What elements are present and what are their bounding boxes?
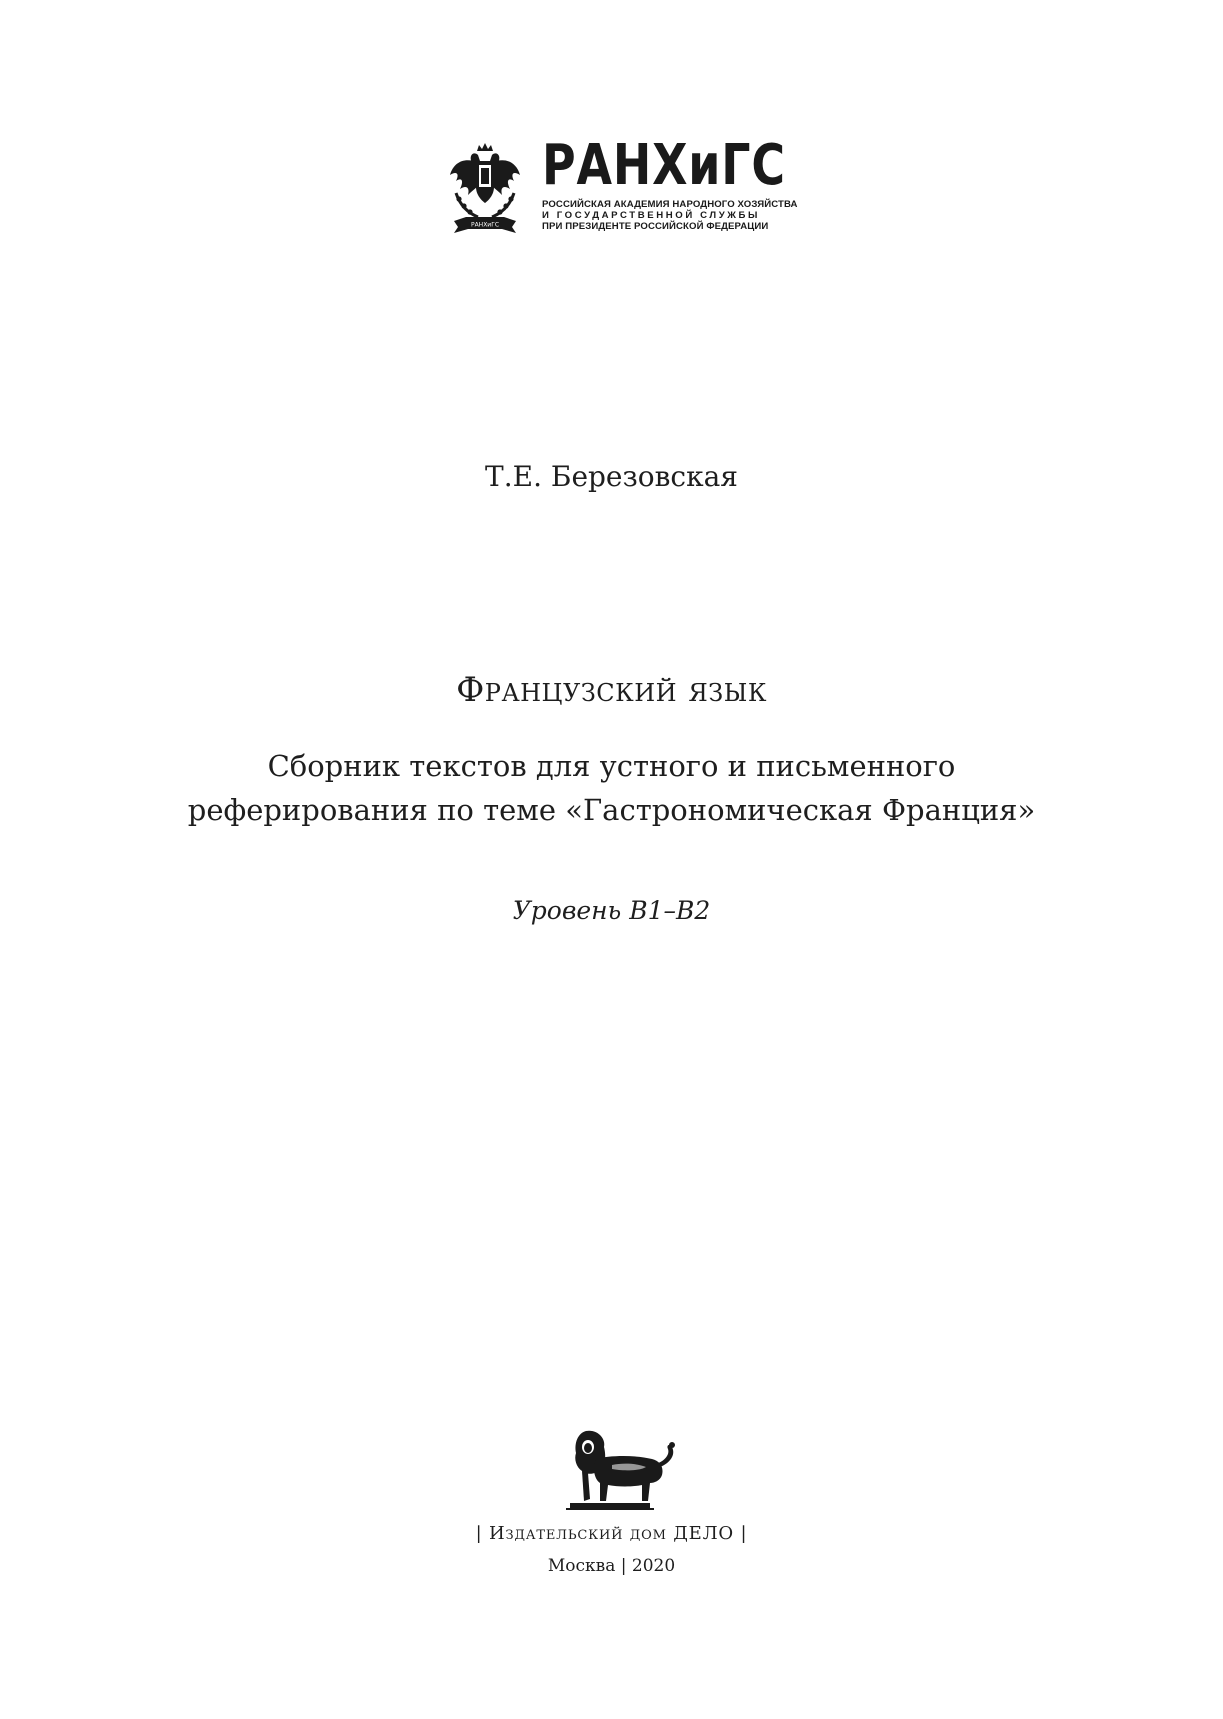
book-subtitle-line: реферирования по теме «Гастрономическая Франция»	[187, 793, 1036, 827]
publisher-imprint: Москва | 2020	[547, 1556, 676, 1576]
logo-subtitle-line: И ГОСУДАРСТВЕННОЙ СЛУЖБЫ	[542, 210, 761, 221]
publisher-name: | Издательский дом ДЕЛО |	[475, 1523, 748, 1544]
double-headed-eagle-emblem-icon	[446, 143, 524, 238]
emblem-ribbon-label: РАНХиГС	[470, 221, 500, 229]
author-name: Т.Е. Березовская	[485, 460, 738, 493]
logo-subtitle-line: ПРИ ПРЕЗИДЕНТЕ РОССИЙСКОЙ ФЕДЕРАЦИИ	[542, 221, 769, 232]
ranepa-logo	[446, 133, 798, 238]
logo-subtitle-line: РОССИЙСКАЯ АКАДЕМИЯ НАРОДНОГО ХОЗЯЙСТВА	[542, 199, 798, 210]
book-title: Французский язык	[456, 670, 767, 710]
book-subtitle-line: Сборник текстов для устного и письменного	[267, 749, 956, 783]
language-level: Уровень B1–B2	[512, 896, 711, 925]
lion-icon	[566, 1425, 684, 1511]
logo-text-block	[542, 133, 798, 232]
logo-name: РАНХиГС	[542, 133, 786, 198]
